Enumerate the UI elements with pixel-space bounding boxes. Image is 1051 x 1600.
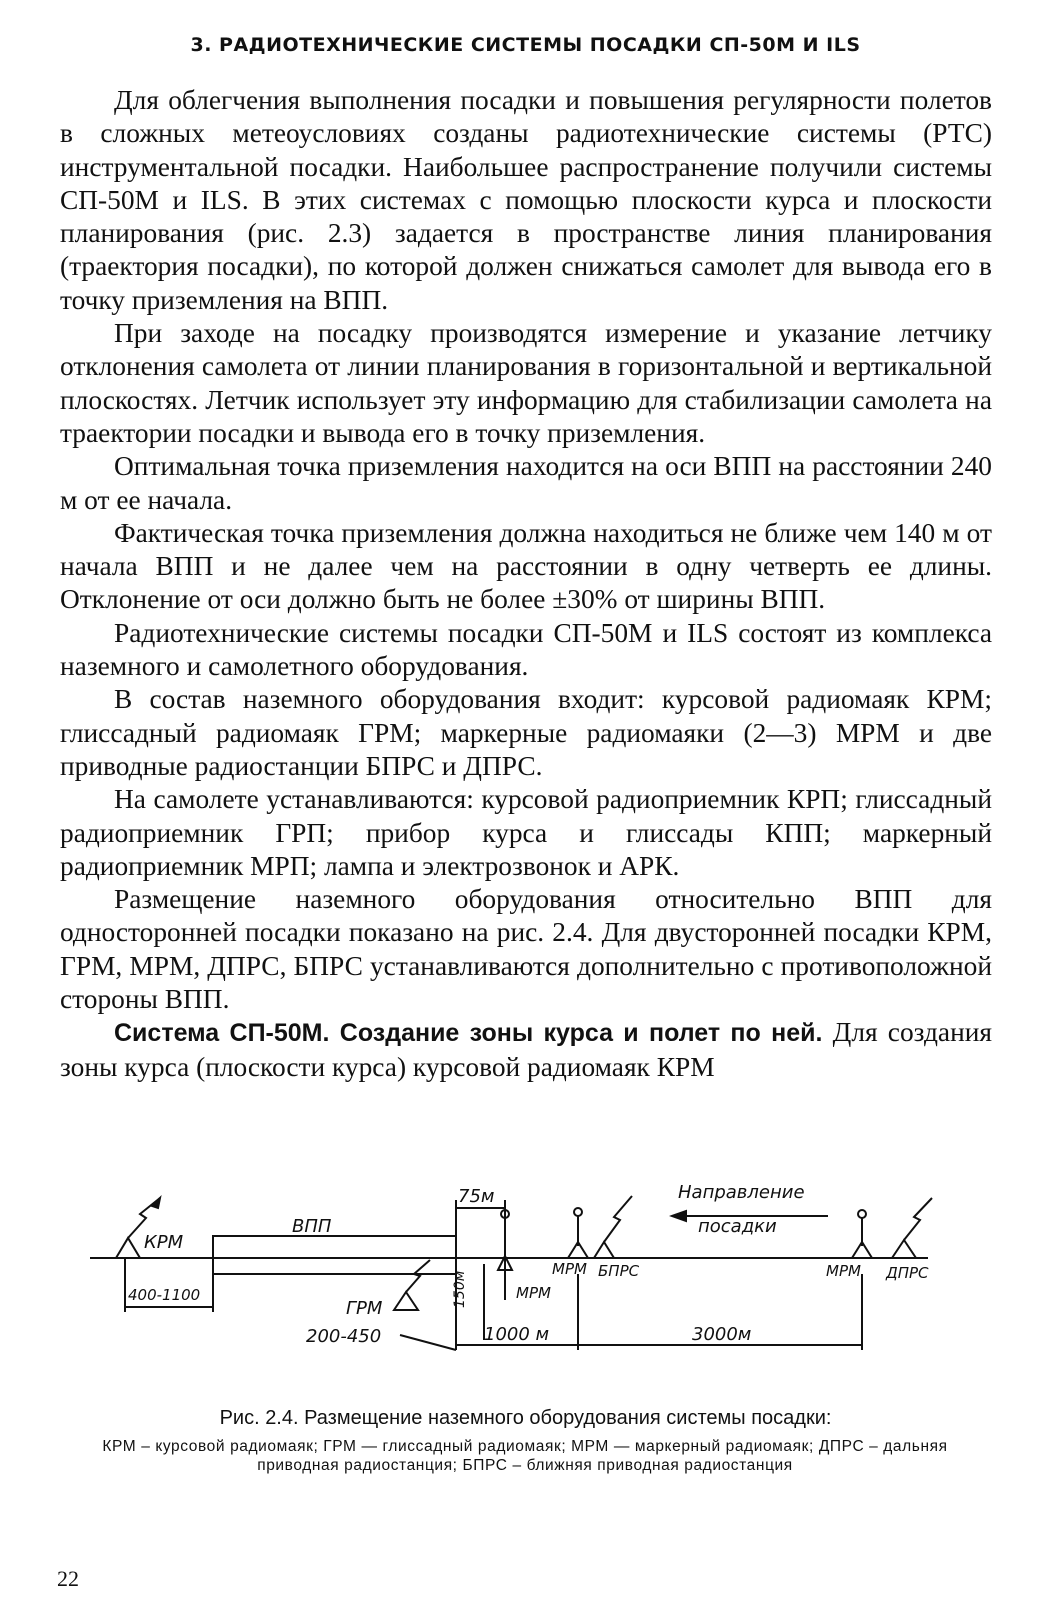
label-direction-2: посадки [698,1216,777,1237]
label-grm: ГРМ [346,1298,383,1319]
page-number: 22 [57,1566,79,1591]
paragraph: В состав наземного оборудования входит: курсовой радиомаяк КРМ; глиссадный радиомаяк ГРМ; маркерные радиомаяки (2—3) МРМ и две приводные радиостанции БПРС и ДПРС. [60,684,992,781]
label-vpp: ВПП [292,1216,332,1237]
section-heading: 3. РАДИОТЕХНИЧЕСКИЕ СИСТЕМЫ ПОСАДКИ СП-50М И ILS [190,34,861,56]
paragraph: На самолете устанавливаются: курсовой радиоприемник КРП; глиссадный радиоприемник ГРП; прибор курса и глиссады КПП; маркерный радиоприемник МРП; лампа и электрозвонок и АРК. [60,784,992,881]
paragraph: Размещение наземного оборудования относительно ВПП для односторонней посадки показано на рис. 2.4. Для двусторонней посадки КРМ, ГРМ, МРМ, ДПРС, БПРС устанавливаются дополнительно с противоположной стороны ВПП. [60,884,992,1015]
dprs-antenna-icon [892,1240,916,1258]
grm-radiation-icon [406,1260,430,1292]
label-krm: КРМ [144,1232,184,1253]
label-1000m: 1000 м [484,1324,550,1345]
paragraph: Для облегчения выполнения посадки и повышения регулярности полетов в сложных метеоусловиях созданы радиотехнические системы (РТС) инструментальной посадки. Наибольшее распространение получили системы СП-50М и ILS. В этих системах с помощью плоскости курса и плоскости планирования (рис. 2.3) задается в пространстве линия планирования (траектория посадки), по которой должен снижаться самолет для вывода его в точку приземления на ВПП. [60,85,992,315]
krm-antenna-icon [116,1238,140,1258]
paragraph-last [60,1016,992,1084]
label-150m: 150м [452,1270,468,1308]
label-dprs: ДПРС [886,1264,929,1282]
label-3000m: 3000м [692,1324,752,1345]
label-direction: Направление [678,1182,805,1203]
body-text [60,84,992,1084]
figure-caption-legend: КРМ – курсовой радиомаяк; ГРМ — глиссадный радиомаяк; МРМ — маркерный радиомаяк; ДПРС – дальняя приводная радиостанция; БПРС – ближняя приводная радиостанция [102,1438,948,1474]
label-bprs: БПРС [598,1262,640,1280]
paragraph: Радиотехнические системы посадки СП-50М и ILS состоят из комплекса наземного и самолетного оборудования. [60,617,992,682]
paragraph: Фактическая точка приземления должна находиться не ближе чем 140 м от начала ВПП и не далее чем на расстоянии в одну четверть ее длины. Отклонение от оси должно быть не более ±30% от ширины ВПП. [60,517,992,615]
bold-lead: Система СП-50М. Создание зоны курса и полет по ней. [114,1019,823,1048]
paragraph-tail: Для создания зоны курса (плоскости курса) курсовой радиомаяк КРМ [60,1017,992,1082]
label-200-450: 200-450 [306,1326,382,1347]
label-mrm-far: МРМ [826,1262,861,1280]
label-mrm-small: МРМ [516,1284,551,1302]
figure-layout-diagram [80,1180,960,1390]
label-mrm-mid: МРМ [552,1260,587,1278]
dprs-radiation-icon [904,1198,932,1240]
bprs-antenna-icon [594,1242,614,1258]
label-400-1100: 400-1100 [128,1286,201,1304]
paragraph: Оптимальная точка приземления находится на оси ВПП на расстоянии 240 м от ее начала. [60,451,992,515]
bprs-radiation-icon [604,1196,632,1242]
grm-antenna-icon [394,1292,418,1310]
figure-caption-title: Рис. 2.4. Размещение наземного оборудования системы посадки: [219,1407,832,1429]
paragraph: При заходе на посадку производятся измерение и указание летчику отклонения самолета от линии планирования в горизонтальной и вертикальной плоскостях. Летчик использует эту информацию для стабилизации самолета на траектории посадки и вывода его в точку приземления. [60,318,992,448]
label-75m: 75м [458,1186,495,1207]
